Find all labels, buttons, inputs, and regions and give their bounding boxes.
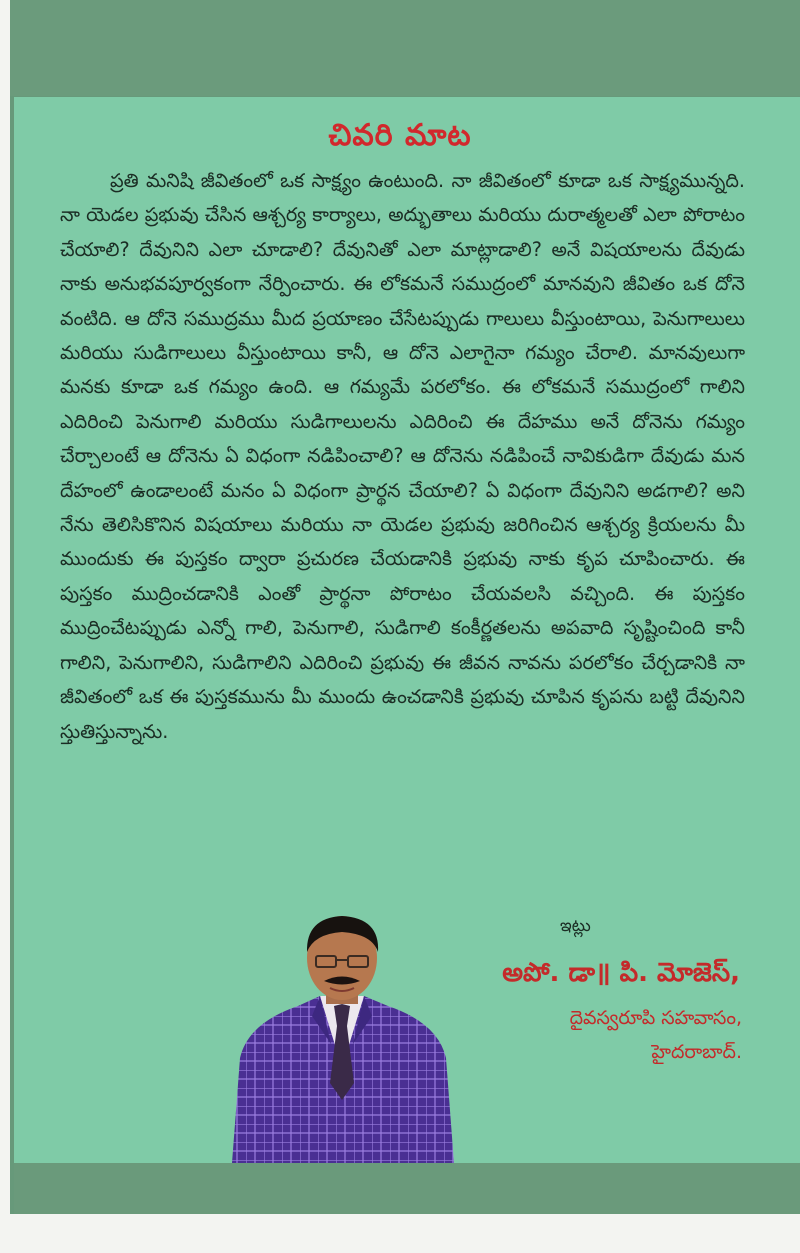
closing-word: ఇట్లు	[560, 916, 591, 936]
author-photo	[228, 908, 456, 1163]
author-name: అపో. డా॥ పి. మోజెస్,	[502, 958, 740, 988]
page-title: చివరి మాట	[328, 118, 472, 153]
cover-bottom-band	[14, 1163, 800, 1214]
author-organization: దైవస్వరూపి సహవాసం,	[569, 1007, 742, 1029]
body-paragraph: ప్రతి మనిషి జీవితంలో ఒక సాక్ష్యం ఉంటుంది. నా జీవితంలో కూడా ఒక సాక్ష్యమున్నది. నా యెడల ప్రభువు చేసిన ఆశ్చర్య కార్యాలు, అద్భుతాలు మరియు దురాత్మలతో ఎలా పోరాటం చేయాలి? దేవునిని ఎలా చూడాలి? దేవునితో ఎలా మాట్లాడాలి? అనే విషయాలను దేవుడు నాకు అనుభవపూర్వకంగా నేర్పించారు. ఈ లోకమనే సముద్రంలో మానవుని జీవితం ఒక దోనె వంటిది. ఆ దోనె సముద్రము మీద ప్రయాణం చేసేటప్పుడు గాలులు వీస్తుంటాయి, పెనుగాలులు మరియు సుడిగాలులు వీస్తుంటాయి కానీ, ఆ దోనె ఎలాగైనా గమ్యం చేరాలి. మానవులుగా మనకు కూడా ఒక గమ్యం ఉంది. ఆ గమ్యమే పరలోకం. ఈ లోకమనే సముద్రంలో గాలిని ఎదిరించి పెనుగాలి మరియు సుడిగాలులను ఎదిరించి ఈ దేహము అనే దోనెను గమ్యం చేర్చాలంటే ఆ దోనెను ఏ విధంగా నడిపించాలి? ఆ దోనెను నడిపించే నావికుడిగా దేవుడు మన దేహంలో ఉండాలంటే మనం ఏ విధంగా ప్రార్థన చేయాలి? ఏ విధంగా దేవునిని అడగాలి? అని నేను తెలిసికొనిన విషయాలు మరియు నా యెడల ప్రభువు జరిగించిన ఆశ్చర్య క్రియలను మీ ముందుకు ఈ పుస్తకం ద్వారా ప్రచురణ చేయడానికి ప్రభువు నాకు కృప చూపించారు. ఈ పుస్తకం ముద్రించడానికి ఎంతో ప్రార్థనా పోరాటం చేయవలసి వచ్చింది. ఈ పుస్తకం ముద్రించేటప్పుడు ఎన్నో గాలి, పెనుగాలి, సుడిగాలి కంకీర్ణతలను అపవాది సృష్టించింది కానీ గాలిని, పెనుగాలిని, సుడిగాలిని ఎదిరించి ప్రభువు ఈ జీవన నావను పరలోకం చేర్చడానికి నా జీవితంలో ఒక ఈ పుస్తకమును మీ ముందు ఉంచడానికి ప్రభువు చూపిన కృపను బట్టి దేవునిని స్తుతిస్తున్నాను.	[60, 169, 745, 743]
author-city: హైదరాబాద్.	[651, 1041, 742, 1063]
cover-top-band	[10, 0, 800, 96]
